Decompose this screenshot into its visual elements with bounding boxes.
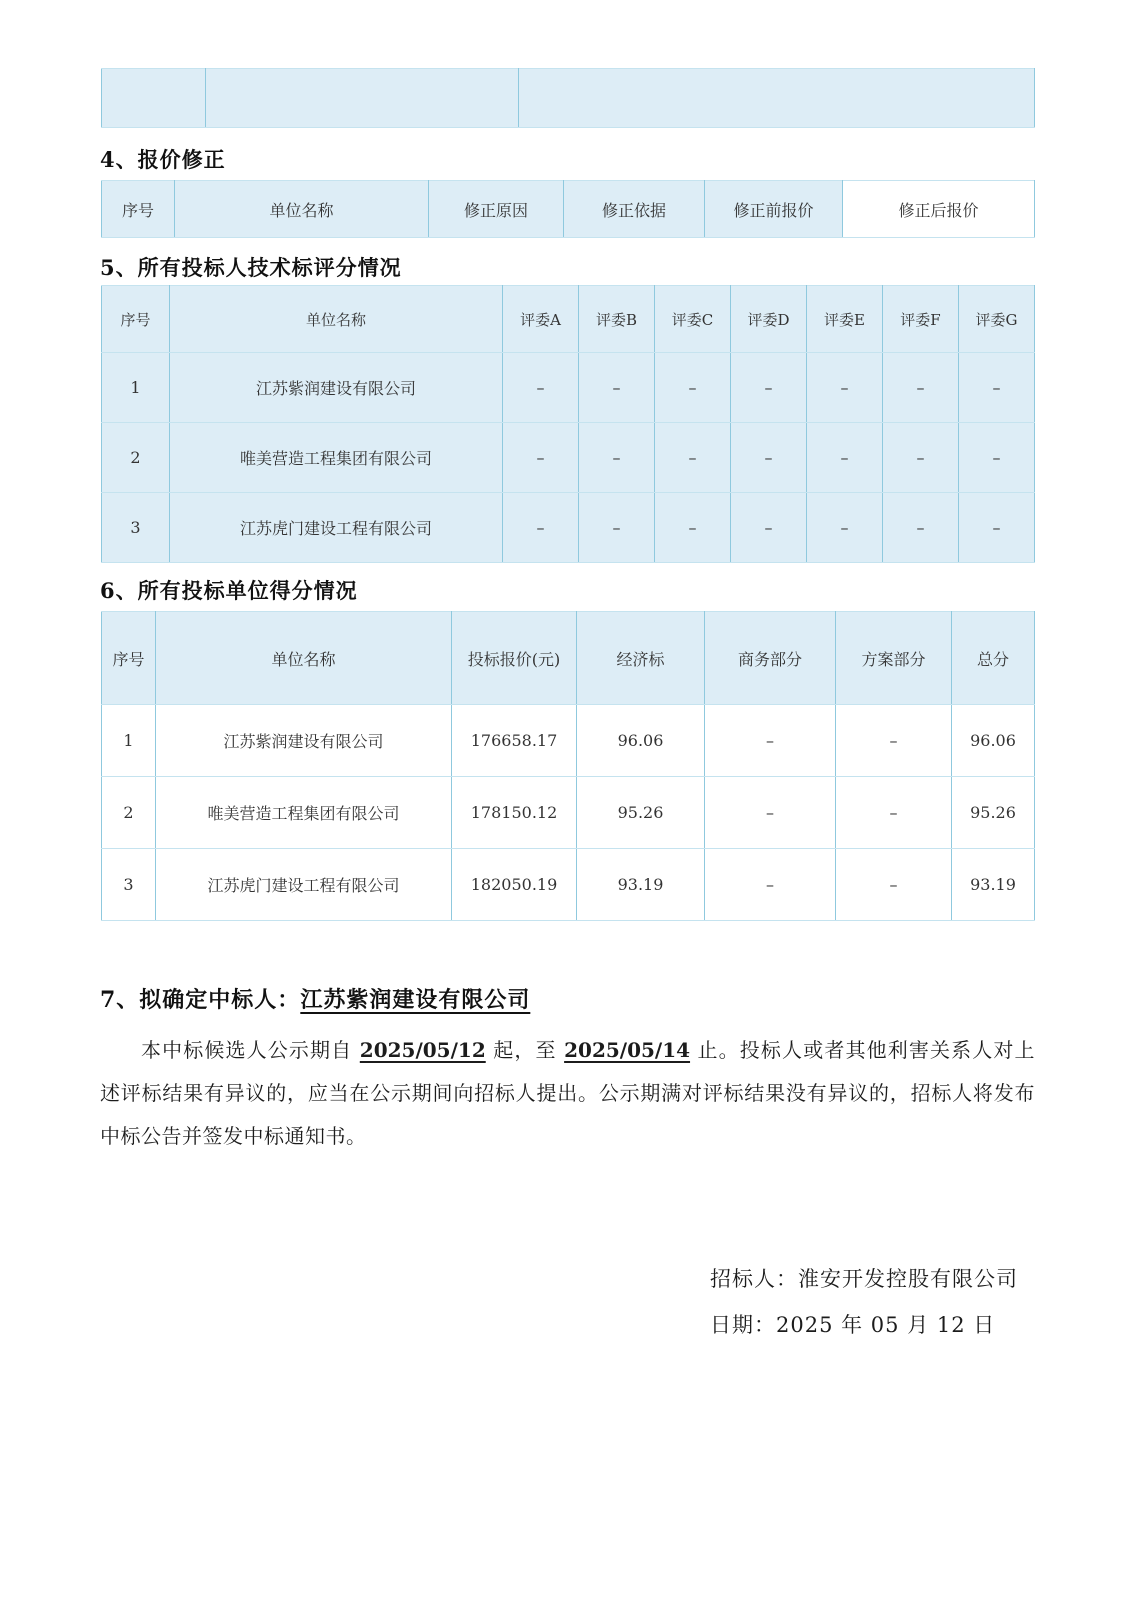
tenderer-line	[710, 1264, 1131, 1294]
publicity-start-date: 2025/05/12	[359, 1038, 486, 1062]
judge-e-header: 评委E	[807, 286, 883, 353]
judge-c-header: 评委C	[655, 286, 731, 353]
table-header-row	[102, 286, 1035, 353]
score-cell: –	[731, 353, 807, 423]
judge-d-header: 评委D	[731, 286, 807, 353]
business-score-cell: –	[705, 777, 836, 849]
unit-name-cell: 江苏紫润建设有限公司	[156, 705, 452, 777]
total-score-table	[101, 611, 1035, 921]
score-cell: –	[503, 423, 579, 493]
score-cell: –	[655, 353, 731, 423]
total-score-cell: 96.06	[952, 705, 1035, 777]
table-row	[102, 69, 1035, 128]
seq-header: 序号	[102, 612, 156, 705]
unit-name-cell: 江苏紫润建设有限公司	[170, 353, 503, 423]
unit-name-header: 单位名称	[170, 286, 503, 353]
section5-heading: 5、所有投标人技术标评分情况	[100, 255, 402, 280]
score-cell: –	[503, 493, 579, 563]
seq-cell: 1	[102, 353, 170, 423]
table-row	[102, 423, 1035, 493]
bid-price-cell: 182050.19	[452, 849, 577, 921]
score-cell: –	[655, 423, 731, 493]
notice-text: 止。投标人或者其他利害关系人对上述评标结果有异议的，应当在公示期间向招标人提出。公示期满对评标结果没有异议的，招标人将发布中标公告并签发中标通知书。	[100, 1038, 1035, 1148]
total-score-cell: 93.19	[952, 849, 1035, 921]
table-row	[102, 353, 1035, 423]
score-cell: –	[579, 423, 655, 493]
table-row	[102, 705, 1035, 777]
bid-price-header: 投标报价(元)	[452, 612, 577, 705]
seq-header: 序号	[102, 286, 170, 353]
technical-score-table	[101, 285, 1035, 563]
notice-text: 起，至	[485, 1038, 565, 1062]
score-cell: –	[579, 353, 655, 423]
seq-cell: 1	[102, 705, 156, 777]
judge-a-header: 评委A	[503, 286, 579, 353]
business-score-cell: –	[705, 705, 836, 777]
table-row	[102, 493, 1035, 563]
unit-name-header: 单位名称	[175, 181, 429, 238]
score-cell: –	[883, 353, 959, 423]
score-cell: –	[883, 493, 959, 563]
section7-heading	[100, 985, 1131, 1015]
score-cell: –	[807, 423, 883, 493]
section6-heading: 6、所有投标单位得分情况	[100, 578, 358, 603]
bid-price-cell: 176658.17	[452, 705, 577, 777]
seq-cell: 2	[102, 423, 170, 493]
empty-cell	[206, 69, 519, 128]
seq-cell: 3	[102, 849, 156, 921]
post-correction-price-header: 修正后报价	[843, 181, 1035, 238]
score-cell: –	[959, 493, 1035, 563]
score-cell: –	[807, 493, 883, 563]
unit-name-cell: 江苏虎门建设工程有限公司	[170, 493, 503, 563]
empty-cell	[102, 69, 206, 128]
winner-label: 7、拟确定中标人：	[100, 987, 301, 1013]
judge-f-header: 评委F	[883, 286, 959, 353]
judge-g-header: 评委G	[959, 286, 1035, 353]
score-cell: –	[731, 423, 807, 493]
judge-b-header: 评委B	[579, 286, 655, 353]
economic-score-header: 经济标	[577, 612, 705, 705]
unit-name-cell: 唯美营造工程集团有限公司	[156, 777, 452, 849]
plan-score-cell: –	[836, 705, 952, 777]
business-score-header: 商务部分	[705, 612, 836, 705]
score-cell: –	[959, 423, 1035, 493]
table-row	[102, 849, 1035, 921]
winner-name: 江苏紫润建设有限公司	[300, 987, 531, 1013]
economic-score-cell: 93.19	[577, 849, 705, 921]
plan-score-cell: –	[836, 849, 952, 921]
score-cell: –	[959, 353, 1035, 423]
tenderer-label: 招标人：	[710, 1267, 798, 1291]
table-header-row	[102, 181, 1035, 238]
economic-score-cell: 96.06	[577, 705, 705, 777]
score-cell: –	[883, 423, 959, 493]
pre-correction-price-header: 修正前报价	[705, 181, 843, 238]
notice-text: 本中标候选人公示期自	[141, 1038, 360, 1062]
score-cell: –	[579, 493, 655, 563]
unit-name-cell: 江苏虎门建设工程有限公司	[156, 849, 452, 921]
signature-block	[710, 1264, 1131, 1340]
date-line	[710, 1310, 1131, 1340]
score-cell: –	[655, 493, 731, 563]
empty-cell	[519, 69, 1035, 128]
score-cell: –	[503, 353, 579, 423]
plan-score-cell: –	[836, 777, 952, 849]
carryover-table	[101, 68, 1035, 128]
unit-name-header: 单位名称	[156, 612, 452, 705]
date-value: 2025 年 05 月 12 日	[776, 1313, 996, 1337]
total-score-header: 总分	[952, 612, 1035, 705]
table-row	[102, 777, 1035, 849]
score-cell: –	[731, 493, 807, 563]
section4-heading: 4、报价修正	[100, 147, 226, 172]
economic-score-cell: 95.26	[577, 777, 705, 849]
unit-name-cell: 唯美营造工程集团有限公司	[170, 423, 503, 493]
date-label: 日期：	[710, 1313, 776, 1337]
price-correction-table	[101, 180, 1035, 238]
score-cell: –	[807, 353, 883, 423]
seq-header: 序号	[102, 181, 175, 238]
total-score-cell: 95.26	[952, 777, 1035, 849]
correction-reason-header: 修正原因	[429, 181, 564, 238]
seq-cell: 3	[102, 493, 170, 563]
business-score-cell: –	[705, 849, 836, 921]
seq-cell: 2	[102, 777, 156, 849]
publicity-notice-paragraph	[100, 1029, 1035, 1158]
plan-score-header: 方案部分	[836, 612, 952, 705]
publicity-end-date: 2025/05/14	[564, 1038, 691, 1062]
bid-price-cell: 178150.12	[452, 777, 577, 849]
table-header-row	[102, 612, 1035, 705]
tenderer-name: 淮安开发控股有限公司	[798, 1267, 1018, 1291]
correction-basis-header: 修正依据	[564, 181, 705, 238]
